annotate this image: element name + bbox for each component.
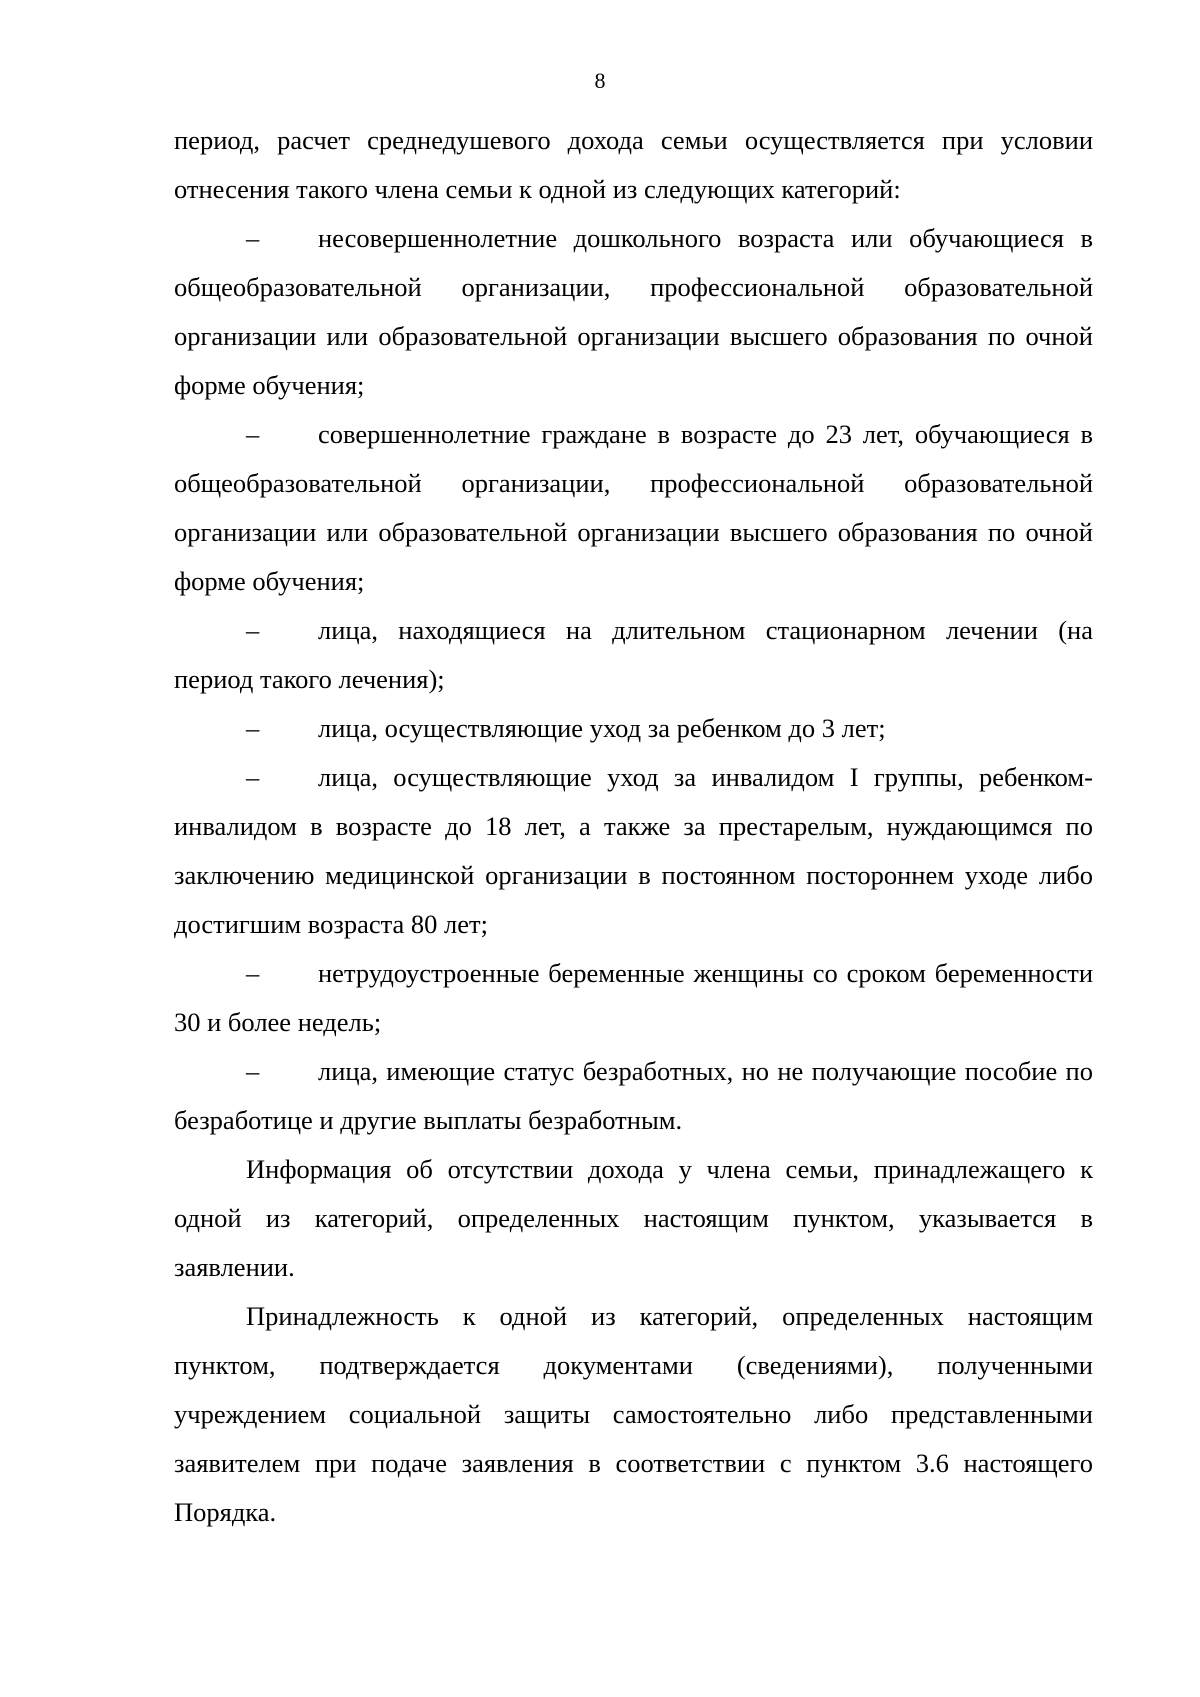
list-item-text: лица, находящиеся на длительном стационарном лечении (на период такого лечения); <box>174 615 1093 694</box>
list-item-text: лица, имеющие статус безработных, но не получающие пособие по безработице и другие выплаты безработным. <box>174 1056 1093 1135</box>
dash-marker: – <box>246 958 260 988</box>
dash-marker: – <box>246 713 260 743</box>
list-item-text: лица, осуществляющие уход за ребенком до 3 лет; <box>318 713 886 743</box>
belonging-paragraph: Принадлежность к одной из категорий, определенных настоящим пунктом, подтверждается документами (сведениями), полученными учреждением социальной защиты самостоятельно либо представленными заявителем при подаче заявления в соответствии с пунктом 3.6 настоящего Порядка. <box>174 1301 1093 1527</box>
dash-marker: – <box>246 762 260 792</box>
list-item <box>174 410 1093 606</box>
info-paragraph: Информация об отсутствии дохода у члена семьи, принадлежащего к одной из категорий, определенных настоящим пунктом, указывается в заявлении. <box>174 1154 1093 1282</box>
list-item-text: лица, осуществляющие уход за инвалидом I группы, ребенком-инвалидом в возрасте до 18 лет, а также за престарелым, нуждающимся по заключению медицинской организации в постоянном постороннем уходе либо достигшим возраста 80 лет; <box>174 762 1093 939</box>
document-body <box>174 116 1093 1537</box>
list-item <box>174 606 1093 704</box>
dash-marker: – <box>246 615 260 645</box>
list-item <box>174 1047 1093 1145</box>
page-number: 8 <box>594 68 606 93</box>
intro-paragraph: период, расчет среднедушевого дохода семьи осуществляется при условии отнесения такого члена семьи к одной из следующих категорий: <box>174 125 1093 204</box>
list-item-text: нетрудоустроенные беременные женщины со сроком беременности 30 и более недель; <box>174 958 1093 1037</box>
dash-marker: – <box>246 419 260 449</box>
list-item <box>174 704 1093 753</box>
list-item-text: несовершеннолетние дошкольного возраста или обучающиеся в общеобразовательной организации, профессиональной образовательной организации или образовательной организации высшего образования по очной форме обучения; <box>174 223 1093 400</box>
list-item <box>174 753 1093 949</box>
list-item <box>174 949 1093 1047</box>
dash-marker: – <box>246 223 260 253</box>
list-item <box>174 214 1093 410</box>
dash-marker: – <box>246 1056 260 1086</box>
list-item-text: совершеннолетние граждане в возрасте до 23 лет, обучающиеся в общеобразовательной организации, профессиональной образовательной организации или образовательной организации высшего образования по очной форме обучения; <box>174 419 1093 596</box>
